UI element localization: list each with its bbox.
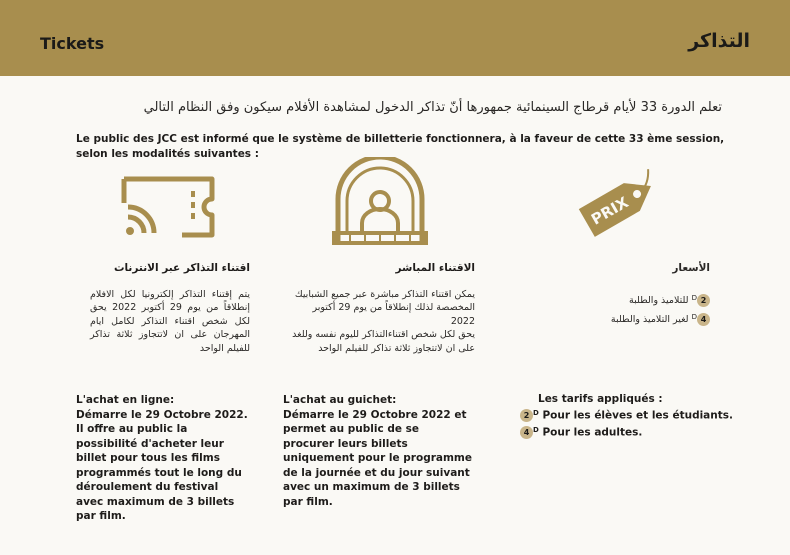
- price-row-adults-fr: 4 $^D$ Pour les adultes.: [520, 426, 642, 439]
- counter-body-fr: Démarre le 29 Octobre 2022 et permet au public de se procurer leurs billets uniquement pour le programme de la journée et du jour suivant avec un maximum de 3 billets par film.: [283, 408, 472, 508]
- page-title-ar: التذاكر: [688, 30, 750, 52]
- counter-column-french: [283, 393, 473, 509]
- counter-title-ar: الاقتناء المباشر: [395, 262, 475, 274]
- online-title-ar: اقتناء التذاكر عبر الانترنات: [113, 262, 250, 274]
- online-title-fr: L'achat en ligne:: [76, 394, 175, 406]
- intro-arabic: تعلم الدورة 33 لأيام قرطاج السينمائية جمهورها أنّ تذاكر الدخول لمشاهدة الأفلام سيكون وفق النظام التالي: [143, 100, 722, 115]
- price-row-others-ar: $4^D$ لغير التلاميذ والطلبة: [611, 313, 710, 326]
- online-body-fr: Démarre le 29 Octobre 2022. Il offre au public la possibilité d'acheter leur billet pour tous les films programmés tout le long du déroulement du festival avec maximum de 3 billets par film.: [76, 408, 248, 522]
- online-column-arabic: [90, 262, 250, 355]
- prices-title-fr: Les tarifs appliqués :: [538, 393, 663, 405]
- price-row-students-fr: 2 $^D$ Pour les élèves et les étudiants.: [520, 409, 733, 422]
- page-title-fr: Tickets: [40, 34, 105, 53]
- price-badge-2: 2: [697, 294, 710, 307]
- header-bar: [0, 0, 790, 76]
- price-badge-4: 4: [697, 313, 710, 326]
- counter-column-arabic: [290, 262, 475, 355]
- ticket-wireless-icon: [118, 173, 218, 241]
- price-row-students-ar: $2^D$ للتلاميذ والطلبة: [629, 294, 710, 307]
- online-column-french: [76, 393, 248, 524]
- counter-window-icon: [330, 157, 430, 249]
- online-body-ar: يتم إقتناء التذاكر إلكترونيا لكل الافلام إنطلاقاً من يوم 29 أكتوبر 2022 يحق لكل شخص اقتناء التذاكر لكامل ايام المهرجان على ان لاتتجاوز ثلاثة تذاكر للفيلم الواحد: [90, 288, 250, 354]
- price-tag-icon: [568, 163, 668, 247]
- counter-body-ar-2: يحق لكل شخص اقتناءالتذاكر لليوم نفسه وللغد على ان لاتتجاوز ثلاثة تذاكر للفيلم الواحد: [292, 329, 475, 354]
- price-tag-label: PRIX: [588, 193, 632, 229]
- counter-body-ar-1: يمكن اقتناء التذاكر مباشرة عبر جميع الشبابيك المخصصة لذلك إنطلاقاً من يوم 29 أكتوبر 2022: [294, 288, 475, 327]
- counter-title-fr: L'achat au guichet:: [283, 394, 397, 406]
- intro-french: Le public des JCC est informé que le système de billetterie fonctionnera, à la faveur de cette 33 ème session, selon les modalités suivantes :: [76, 133, 725, 160]
- prices-title-ar: الأسعار: [672, 262, 710, 274]
